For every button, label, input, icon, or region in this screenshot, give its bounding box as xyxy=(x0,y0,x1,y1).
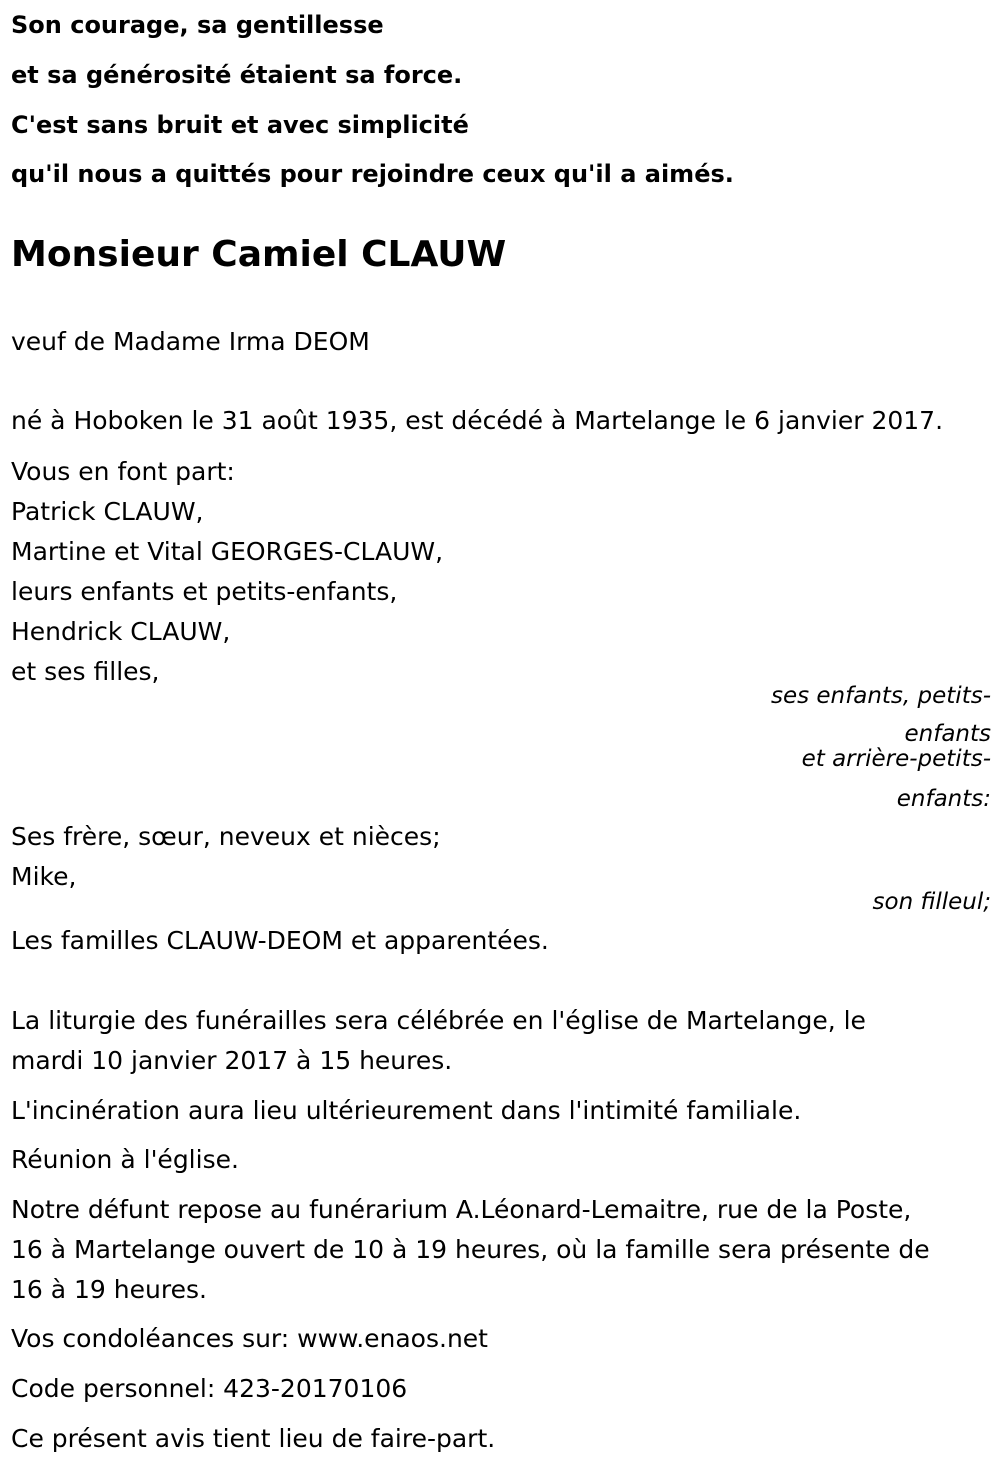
code-line: Code personnel: 423-20170106 xyxy=(11,1374,408,1403)
meeting-line: Réunion à l'église. xyxy=(11,1145,239,1174)
spouse-line: veuf de Madame Irma DEOM xyxy=(11,327,370,356)
quote-line-1: Son courage, sa gentillesse xyxy=(11,11,384,39)
siblings-line: Ses frère, sœur, neveux et nièces; xyxy=(11,822,441,851)
family-line: leurs enfants et petits-enfants, xyxy=(11,577,398,606)
deceased-name: Monsieur Camiel CLAUW xyxy=(11,234,507,275)
relation-children: enfants: xyxy=(896,786,991,812)
quote-line-2: et sa générosité étaient sa force. xyxy=(11,61,463,89)
notice-line: Ce présent avis tient lieu de faire-part. xyxy=(11,1424,496,1453)
quote-line-3: C'est sans bruit et avec simplicité xyxy=(11,111,469,139)
family-line: Martine et Vital GEORGES-CLAUW, xyxy=(11,537,444,566)
liturgy-line: mardi 10 janvier 2017 à 15 heures. xyxy=(11,1046,453,1075)
quote-line-4: qu'il nous a quittés pour rejoindre ceux qu'il a aimés. xyxy=(11,160,734,188)
repose-line: 16 à 19 heures. xyxy=(11,1275,207,1304)
families-line: Les familles CLAUW-DEOM et apparentées. xyxy=(11,926,549,955)
family-line: Patrick CLAUW, xyxy=(11,497,204,526)
family-line: et ses filles, xyxy=(11,657,160,686)
godson-relation: son filleul; xyxy=(872,889,991,915)
godson-name: Mike, xyxy=(11,862,77,891)
relation-children: enfants xyxy=(904,721,991,747)
repose-line: 16 à Martelange ouvert de 10 à 19 heures, où la famille sera présente de xyxy=(11,1235,930,1264)
liturgy-line: La liturgie des funérailles sera célébrée en l'église de Martelange, le xyxy=(11,1006,866,1035)
family-line: Hendrick CLAUW, xyxy=(11,617,231,646)
family-intro: Vous en font part: xyxy=(11,457,235,486)
relation-children: et arrière-petits- xyxy=(801,746,991,772)
relation-children: ses enfants, petits- xyxy=(770,683,991,709)
repose-line: Notre défunt repose au funérarium A.Léonard-Lemaitre, rue de la Poste, xyxy=(11,1195,912,1224)
condolences-line: Vos condoléances sur: www.enaos.net xyxy=(11,1324,488,1353)
incineration-line: L'incinération aura lieu ultérieurement dans l'intimité familiale. xyxy=(11,1096,802,1125)
birth-death-line: né à Hoboken le 31 août 1935, est décédé à Martelange le 6 janvier 2017. xyxy=(11,406,944,435)
